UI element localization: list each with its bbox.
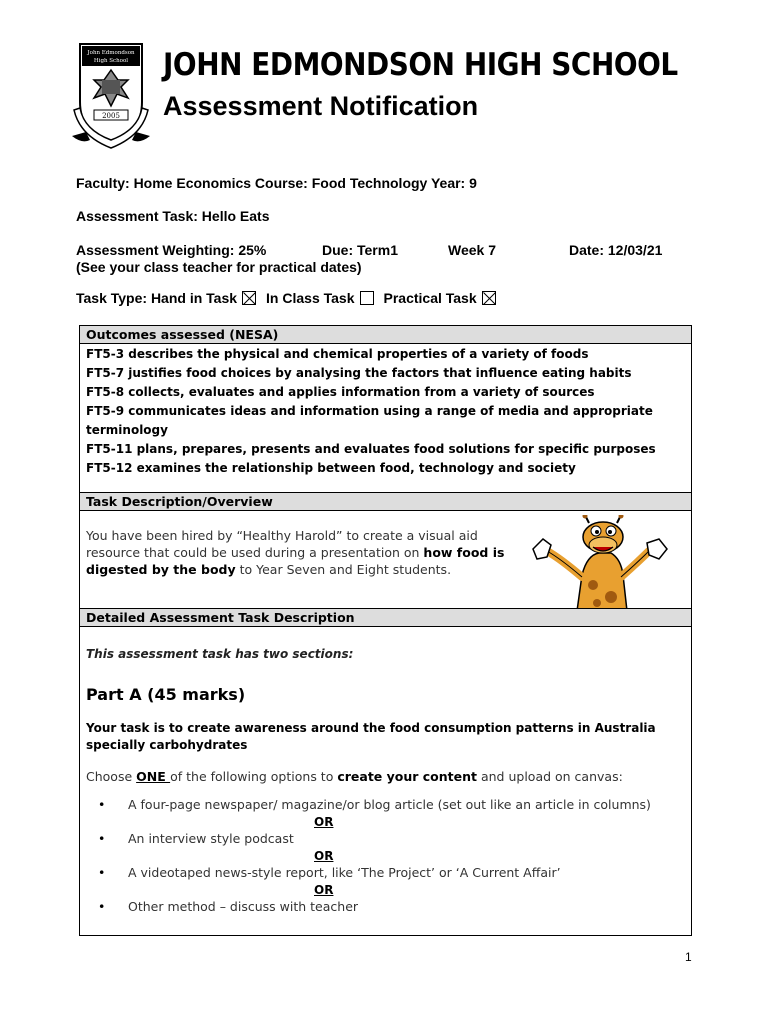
- list-item: • A four-page newspaper/ magazine/or blog article (set out like an article in columns): [98, 797, 651, 812]
- detailed-task-heading: Detailed Assessment Task Description: [80, 609, 691, 627]
- outcome-item: FT5-7 justifies food choices by analysing the factors that influence eating habits: [86, 366, 632, 380]
- outcomes-box: [79, 325, 692, 493]
- page-number: 1: [685, 950, 692, 964]
- part-a-heading: Part A (45 marks): [86, 685, 246, 704]
- school-name: JOHN EDMONDSON HIGH SCHOOL: [163, 47, 678, 83]
- due-date: Date: 12/03/21: [569, 242, 663, 258]
- assessment-weighting: Assessment Weighting: 25%: [76, 242, 267, 258]
- or-separator: OR: [314, 883, 334, 897]
- due-week: Week 7: [448, 242, 496, 258]
- or-separator: OR: [314, 815, 334, 829]
- outcome-item: FT5-8 collects, evaluates and applies information from a variety of sources: [86, 385, 595, 399]
- list-item: • A videotaped news-style report, like ‘The Project’ or ‘A Current Affair’: [98, 865, 561, 880]
- task-description-heading: Task Description/Overview: [80, 493, 691, 511]
- outcome-item: FT5-11 plans, prepares, presents and evaluates food solutions for specific purposes: [86, 442, 656, 456]
- outcomes-heading: Outcomes assessed (NESA): [80, 326, 691, 344]
- school-crest-logo: [72, 40, 150, 152]
- assessment-task-name: Assessment Task: Hello Eats: [76, 208, 270, 224]
- part-a-task-text: Your task is to create awareness around the food consumption patterns in Australia specially carbohydrates: [86, 721, 656, 752]
- outcome-item: FT5-9 communicates ideas and information using a range of media and appropriate: [86, 404, 653, 418]
- or-separator: OR: [314, 849, 334, 863]
- list-item: • Other method – discuss with teacher: [98, 899, 359, 914]
- task-type-in-class-label: In Class Task: [266, 290, 355, 306]
- in-class-checkbox[interactable]: [360, 291, 374, 305]
- detailed-task-box: [79, 608, 692, 936]
- outcome-item: FT5-3 describes the physical and chemical properties of a variety of foods: [86, 347, 589, 361]
- document-title: Assessment Notification: [163, 91, 479, 121]
- task-type-practical-label: Practical Task: [383, 290, 477, 306]
- content-options-list: [80, 784, 691, 915]
- sections-intro: This assessment task has two sections:: [86, 647, 354, 661]
- choose-option-instruction: Choose ONE of the following options to create your content and upload on canvas:: [86, 769, 623, 784]
- svg-text:2005: 2005: [102, 112, 120, 120]
- list-item: • An interview style podcast: [98, 831, 294, 846]
- faculty-course-year: Faculty: Home Economics Course: Food Technology Year: 9: [76, 175, 477, 191]
- svg-text:John Edmondson: John Edmondson: [87, 50, 135, 56]
- task-type-row: [76, 290, 506, 306]
- task-type-hand-in-label: Task Type: Hand in Task: [76, 290, 238, 306]
- outcome-item: terminology: [86, 423, 168, 437]
- svg-text:High School: High School: [93, 58, 129, 64]
- due-term: Due: Term1: [322, 242, 398, 258]
- practical-dates-note: (See your class teacher for practical dates): [76, 259, 362, 275]
- task-description-text: You have been hired by “Healthy Harold” to create a visual aid resource that could be used during a presentation on how food is digested by the body to Year Seven and Eight students.: [86, 528, 505, 577]
- task-description-box: [79, 492, 692, 609]
- practical-checkbox[interactable]: [482, 291, 496, 305]
- hand-in-checkbox[interactable]: [242, 291, 256, 305]
- outcome-item: FT5-12 examines the relationship between food, technology and society: [86, 461, 576, 475]
- healthy-harold-giraffe-image: [527, 515, 672, 611]
